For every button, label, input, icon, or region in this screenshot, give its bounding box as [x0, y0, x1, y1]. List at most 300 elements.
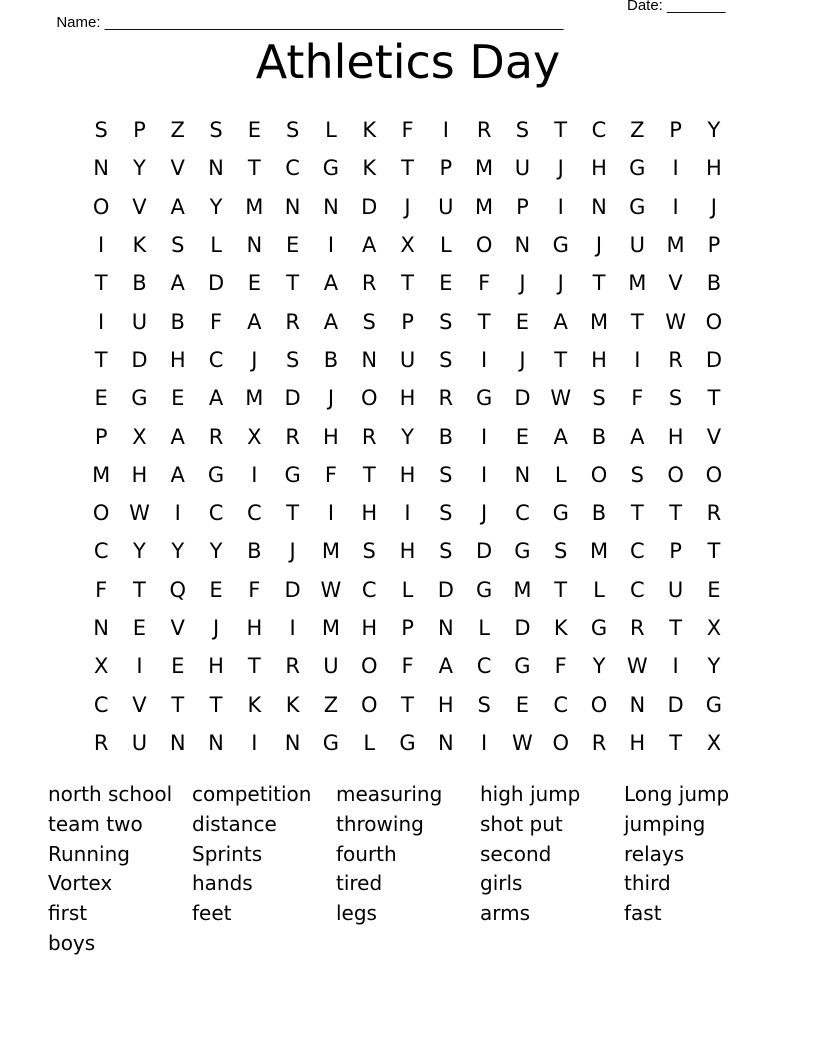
grid-letter: J — [710, 194, 717, 219]
word-list-item: boys — [48, 930, 96, 955]
grid-letter: D — [131, 347, 148, 372]
grid-letter: U — [667, 577, 684, 602]
grid-letter: A — [170, 424, 185, 449]
grid-letter: T — [669, 501, 683, 526]
grid-letter: M — [92, 462, 111, 487]
grid-letter: W — [129, 501, 150, 526]
grid-letter: C — [591, 118, 607, 143]
grid-letter: O — [552, 730, 569, 755]
grid-letter: G — [514, 654, 531, 679]
grid-letter: U — [399, 347, 416, 372]
grid-letter: I — [442, 118, 449, 143]
grid-letter: E — [247, 118, 261, 143]
date-field-label: Date: _______ — [627, 0, 726, 14]
grid-letter: R — [476, 118, 492, 143]
grid-letter: E — [707, 577, 721, 602]
word-list-item: relays — [624, 841, 685, 866]
grid-letter: P — [133, 118, 146, 143]
grid-letter: U — [131, 730, 148, 755]
grid-letter: M — [245, 386, 264, 411]
grid-letter: N — [93, 156, 109, 181]
grid-letter: D — [284, 386, 301, 411]
grid-letter: L — [401, 577, 414, 602]
grid-letter: W — [550, 386, 572, 411]
grid-letter: R — [668, 347, 683, 372]
grid-letter: P — [401, 309, 414, 334]
grid-letter: S — [554, 539, 568, 564]
grid-letter: R — [285, 654, 300, 679]
word-list — [48, 780, 768, 959]
grid-letter: M — [321, 539, 340, 564]
grid-letter: T — [94, 271, 108, 296]
grid-letter: R — [438, 386, 454, 411]
grid-letter: G — [322, 156, 340, 181]
grid-letter: H — [246, 616, 263, 640]
grid-letter: E — [515, 692, 530, 717]
grid-letter: T — [133, 577, 146, 602]
grid-letter: W — [320, 577, 342, 602]
grid-letter: I — [98, 233, 105, 258]
grid-letter: T — [554, 347, 568, 372]
grid-letter: A — [247, 309, 262, 334]
grid-letter: I — [481, 730, 488, 755]
grid-letter: A — [362, 233, 377, 258]
grid-letter: Y — [133, 156, 146, 181]
grid-letter: R — [706, 501, 722, 526]
grid-letter: I — [327, 501, 335, 526]
grid-letter: K — [132, 233, 147, 258]
word-list-item: feet — [192, 901, 232, 926]
grid-letter: H — [706, 156, 722, 181]
grid-letter: S — [171, 233, 185, 258]
word-list-item: competition — [192, 782, 312, 806]
grid-letter: B — [438, 424, 454, 449]
grid-letter: M — [628, 271, 647, 296]
grid-letter: D — [284, 577, 301, 602]
grid-letter: I — [672, 194, 679, 219]
grid-letter: F — [324, 462, 337, 487]
grid-letter: F — [95, 577, 108, 602]
grid-letter: B — [323, 347, 339, 372]
grid-letter: R — [591, 730, 607, 755]
word-list-item: legs — [336, 901, 377, 926]
grid-letter: A — [170, 194, 185, 219]
grid-letter: L — [363, 730, 376, 755]
grid-letter: I — [289, 616, 296, 640]
grid-letter: F — [209, 309, 223, 334]
grid-letter: I — [404, 501, 411, 526]
grid-letter: D — [705, 347, 722, 372]
grid-letter: N — [208, 730, 224, 755]
grid-letter: X — [400, 233, 415, 258]
grid-letter: R — [630, 616, 645, 640]
grid-letter: F — [401, 118, 414, 143]
grid-letter: G — [322, 730, 340, 755]
grid-letter: H — [399, 539, 416, 564]
grid-letter: V — [170, 616, 185, 640]
grid-letter: H — [169, 347, 186, 372]
grid-letter: S — [477, 692, 491, 717]
grid-letter: E — [171, 654, 185, 679]
grid-letter: O — [705, 462, 723, 487]
grid-letter: U — [131, 309, 148, 334]
grid-letter: T — [209, 692, 223, 717]
word-list-item: arms — [480, 901, 531, 926]
grid-letter: G — [207, 462, 225, 487]
grid-letter: J — [212, 616, 220, 640]
grid-letter: S — [439, 347, 453, 372]
grid-letter: I — [672, 156, 679, 181]
grid-letter: C — [361, 577, 377, 602]
grid-letter: D — [667, 692, 684, 717]
grid-letter: M — [475, 156, 494, 181]
grid-letter: T — [554, 118, 568, 143]
grid-letter: S — [515, 118, 530, 143]
grid-letter: J — [481, 501, 488, 526]
word-list-item: tired — [336, 871, 383, 896]
word-list-item: Running — [48, 841, 130, 866]
grid-letter: A — [170, 271, 185, 296]
word-list-item: jumping — [624, 811, 706, 836]
grid-letter: T — [247, 654, 261, 679]
grid-letter: G — [475, 386, 493, 411]
grid-letter: N — [323, 194, 339, 219]
grid-letter: R — [361, 424, 377, 449]
grid-letter: P — [669, 118, 682, 143]
grid-letter: P — [707, 233, 721, 258]
grid-letter: J — [251, 347, 258, 372]
word-list-item: distance — [192, 811, 277, 836]
grid-letter: N — [93, 616, 109, 640]
grid-letter: B — [247, 539, 262, 564]
grid-letter: U — [629, 233, 645, 258]
grid-letter: I — [481, 424, 488, 449]
grid-letter: L — [325, 118, 337, 143]
grid-letter: M — [666, 233, 685, 258]
grid-letter: X — [706, 616, 722, 640]
grid-letter: Q — [169, 577, 186, 602]
grid-letter: T — [401, 692, 414, 717]
grid-letter: C — [553, 692, 569, 717]
grid-letter: L — [554, 462, 567, 487]
grid-letter: A — [170, 462, 185, 487]
grid-letter: I — [557, 194, 564, 219]
grid-letter: E — [132, 616, 147, 640]
word-list-item: girls — [480, 871, 523, 896]
grid-letter: A — [208, 386, 224, 411]
grid-letter: M — [475, 194, 494, 219]
grid-letter: L — [439, 233, 452, 258]
grid-letter: E — [209, 577, 223, 602]
grid-letter: S — [592, 386, 606, 411]
grid-letter: T — [554, 577, 568, 602]
grid-letter: N — [208, 156, 224, 181]
grid-letter: C — [629, 577, 645, 602]
grid-letter: I — [672, 654, 679, 679]
word-list-item: high jump — [480, 782, 581, 806]
word-list-item: third — [624, 871, 671, 896]
grid-letter: X — [132, 424, 147, 449]
grid-letter: T — [592, 271, 606, 296]
grid-letter: N — [514, 233, 531, 258]
grid-letter: A — [438, 654, 453, 679]
word-list-item: throwing — [336, 811, 424, 836]
grid-letter: G — [475, 577, 493, 602]
grid-letter: M — [513, 577, 532, 602]
word-list-item: fourth — [336, 841, 397, 866]
grid-letter: T — [669, 730, 683, 755]
grid-letter: W — [665, 309, 686, 334]
grid-letter: S — [285, 118, 300, 143]
grid-letter: S — [94, 118, 108, 143]
grid-letter: P — [439, 156, 453, 181]
grid-letter: W — [626, 654, 648, 679]
grid-letter: V — [668, 271, 683, 296]
grid-letter: G — [629, 156, 646, 181]
grid-letter: D — [514, 386, 531, 411]
grid-letter: A — [553, 309, 568, 334]
grid-letter: W — [512, 730, 533, 755]
grid-letter: T — [362, 462, 376, 487]
grid-letter: S — [439, 539, 453, 564]
grid-letter: F — [554, 654, 567, 679]
grid-letter: K — [362, 156, 377, 181]
grid-letter: E — [439, 271, 453, 296]
grid-letter: M — [245, 194, 264, 219]
grid-letter: O — [667, 462, 684, 487]
grid-letter: J — [519, 347, 526, 372]
page-title: Athletics Day — [255, 35, 561, 89]
grid-letter: O — [360, 386, 378, 411]
grid-letter: Y — [133, 539, 146, 564]
grid-letter: V — [170, 156, 185, 181]
word-list-item: Sprints — [192, 841, 263, 866]
word-list-item: shot put — [480, 811, 563, 836]
grid-letter: L — [478, 616, 490, 640]
grid-letter: B — [170, 309, 185, 334]
grid-letter: Y — [401, 424, 414, 449]
grid-letter: K — [553, 616, 568, 640]
grid-letter: C — [208, 347, 224, 372]
grid-letter: P — [669, 539, 682, 564]
grid-letter: C — [515, 501, 530, 526]
grid-letter: A — [553, 424, 568, 449]
grid-letter: N — [591, 194, 607, 219]
grid-letter: H — [629, 730, 646, 755]
word-list-item: north school — [48, 782, 173, 806]
grid-letter: H — [361, 616, 378, 640]
grid-letter: C — [208, 501, 224, 526]
name-field-label: Name: _______________________________________________________ — [56, 14, 564, 31]
grid-letter: I — [98, 309, 105, 334]
word-list-item: second — [480, 841, 552, 866]
grid-letter: E — [94, 386, 108, 411]
grid-letter: T — [94, 347, 108, 372]
grid-letter: A — [323, 271, 339, 296]
grid-letter: S — [668, 386, 683, 411]
grid-letter: N — [514, 462, 531, 487]
grid-letter: I — [481, 347, 488, 372]
grid-letter: T — [286, 271, 300, 296]
grid-letter: F — [248, 577, 261, 602]
grid-letter: T — [630, 309, 644, 334]
grid-letter: E — [515, 309, 530, 334]
grid-letter: E — [285, 233, 300, 258]
header — [48, 0, 748, 31]
grid-letter: C — [93, 539, 109, 564]
grid-letter: N — [284, 730, 301, 755]
grid-letter: L — [210, 233, 222, 258]
grid-letter: H — [399, 386, 416, 411]
grid-letter: T — [669, 616, 683, 640]
grid-letter: K — [362, 118, 377, 143]
grid-letter: F — [631, 386, 644, 411]
grid-letter: X — [93, 654, 109, 679]
grid-letter: J — [557, 156, 564, 181]
grid-letter: X — [706, 730, 722, 755]
grid-letter: D — [437, 577, 454, 602]
grid-letter: M — [321, 616, 340, 640]
grid-letter: B — [132, 271, 147, 296]
grid-letter: H — [131, 462, 148, 487]
grid-letter: H — [361, 501, 378, 526]
grid-letter: P — [94, 424, 108, 449]
grid-letter: I — [481, 462, 488, 487]
word-list-item: team two — [48, 811, 143, 836]
grid-letter: V — [132, 692, 147, 717]
grid-letter: O — [92, 194, 110, 219]
grid-letter: S — [439, 462, 453, 487]
grid-letter: H — [591, 156, 607, 181]
grid-letter: Y — [171, 539, 185, 564]
grid-letter: Z — [630, 118, 645, 143]
grid-letter: S — [439, 309, 453, 334]
grid-letter: T — [171, 692, 185, 717]
grid-letter: T — [707, 539, 721, 564]
word-list-item: Long jump — [624, 782, 730, 806]
grid-letter: C — [629, 539, 645, 564]
grid-letter: I — [634, 347, 641, 372]
grid-letter: G — [284, 462, 301, 487]
grid-letter: C — [476, 654, 492, 679]
word-list-item: Vortex — [48, 871, 113, 896]
grid-letter: I — [327, 233, 335, 258]
grid-letter: N — [437, 616, 454, 640]
grid-letter: B — [591, 424, 607, 449]
word-list-item: first — [48, 901, 88, 926]
grid-letter: U — [514, 156, 531, 181]
grid-letter: E — [247, 271, 261, 296]
grid-letter: G — [705, 692, 723, 717]
grid-letter: Y — [209, 194, 223, 219]
grid-letter: D — [207, 271, 225, 296]
grid-letter: T — [707, 386, 721, 411]
grid-letter: B — [591, 501, 607, 526]
grid-letter: B — [706, 271, 722, 296]
grid-letter: V — [132, 194, 147, 219]
grid-letter: S — [439, 501, 453, 526]
grid-letter: I — [251, 730, 258, 755]
grid-letter: A — [323, 309, 339, 334]
grid-letter: V — [706, 424, 722, 449]
grid-letter: G — [552, 501, 569, 526]
grid-letter: E — [171, 386, 185, 411]
grid-letter: S — [362, 539, 376, 564]
grid-letter: O — [590, 692, 608, 717]
grid-letter: X — [247, 424, 262, 449]
grid-letter: I — [174, 501, 181, 526]
grid-letter: Y — [707, 654, 721, 679]
grid-letter: G — [131, 386, 148, 411]
grid-letter: R — [285, 424, 300, 449]
grid-letter: P — [516, 194, 529, 219]
grid-letter: G — [552, 233, 569, 258]
grid-letter: K — [285, 692, 300, 717]
grid-letter: H — [323, 424, 339, 449]
grid-letter: J — [595, 233, 603, 258]
grid-letter: T — [477, 309, 491, 334]
word-list-item: hands — [192, 871, 253, 896]
grid-letter: J — [327, 386, 335, 411]
grid-letter: O — [705, 309, 723, 334]
grid-letter: I — [251, 462, 258, 487]
word-list-item: measuring — [336, 782, 443, 806]
grid-letter: C — [247, 501, 262, 526]
letter-grid — [82, 111, 733, 762]
grid-letter: H — [437, 692, 454, 717]
grid-letter: Y — [592, 654, 606, 679]
grid-letter: Y — [707, 118, 721, 143]
grid-letter: H — [591, 347, 607, 372]
grid-letter: S — [209, 118, 223, 143]
grid-letter: N — [437, 730, 454, 755]
word-list-item: fast — [624, 901, 662, 926]
grid-letter: L — [593, 577, 605, 602]
grid-letter: C — [285, 156, 300, 181]
grid-letter: Z — [323, 692, 339, 717]
grid-letter: O — [590, 462, 608, 487]
grid-letter: T — [286, 501, 300, 526]
grid-letter: P — [401, 616, 414, 640]
grid-letter: D — [514, 616, 531, 640]
grid-letter: H — [399, 462, 416, 487]
grid-letter: O — [475, 233, 493, 258]
grid-letter: G — [629, 194, 646, 219]
grid-letter: R — [361, 271, 377, 296]
grid-letter: J — [519, 271, 526, 296]
grid-letter: T — [247, 156, 261, 181]
grid-letter: G — [399, 730, 416, 755]
grid-letter: I — [136, 654, 143, 679]
grid-letter: N — [361, 347, 378, 372]
grid-letter: J — [289, 539, 296, 564]
grid-letter: M — [589, 309, 609, 334]
grid-letter: S — [362, 309, 376, 334]
grid-letter: C — [93, 692, 109, 717]
grid-letter: J — [557, 271, 564, 296]
grid-letter: F — [401, 654, 414, 679]
grid-letter: E — [515, 424, 530, 449]
grid-letter: N — [246, 233, 263, 258]
grid-letter: N — [629, 692, 646, 717]
grid-letter: O — [92, 501, 110, 526]
grid-letter: J — [404, 194, 411, 219]
grid-letter: U — [438, 194, 454, 219]
grid-letter: A — [630, 424, 645, 449]
grid-letter: O — [360, 654, 378, 679]
grid-letter: D — [476, 539, 493, 564]
grid-letter: S — [630, 462, 644, 487]
